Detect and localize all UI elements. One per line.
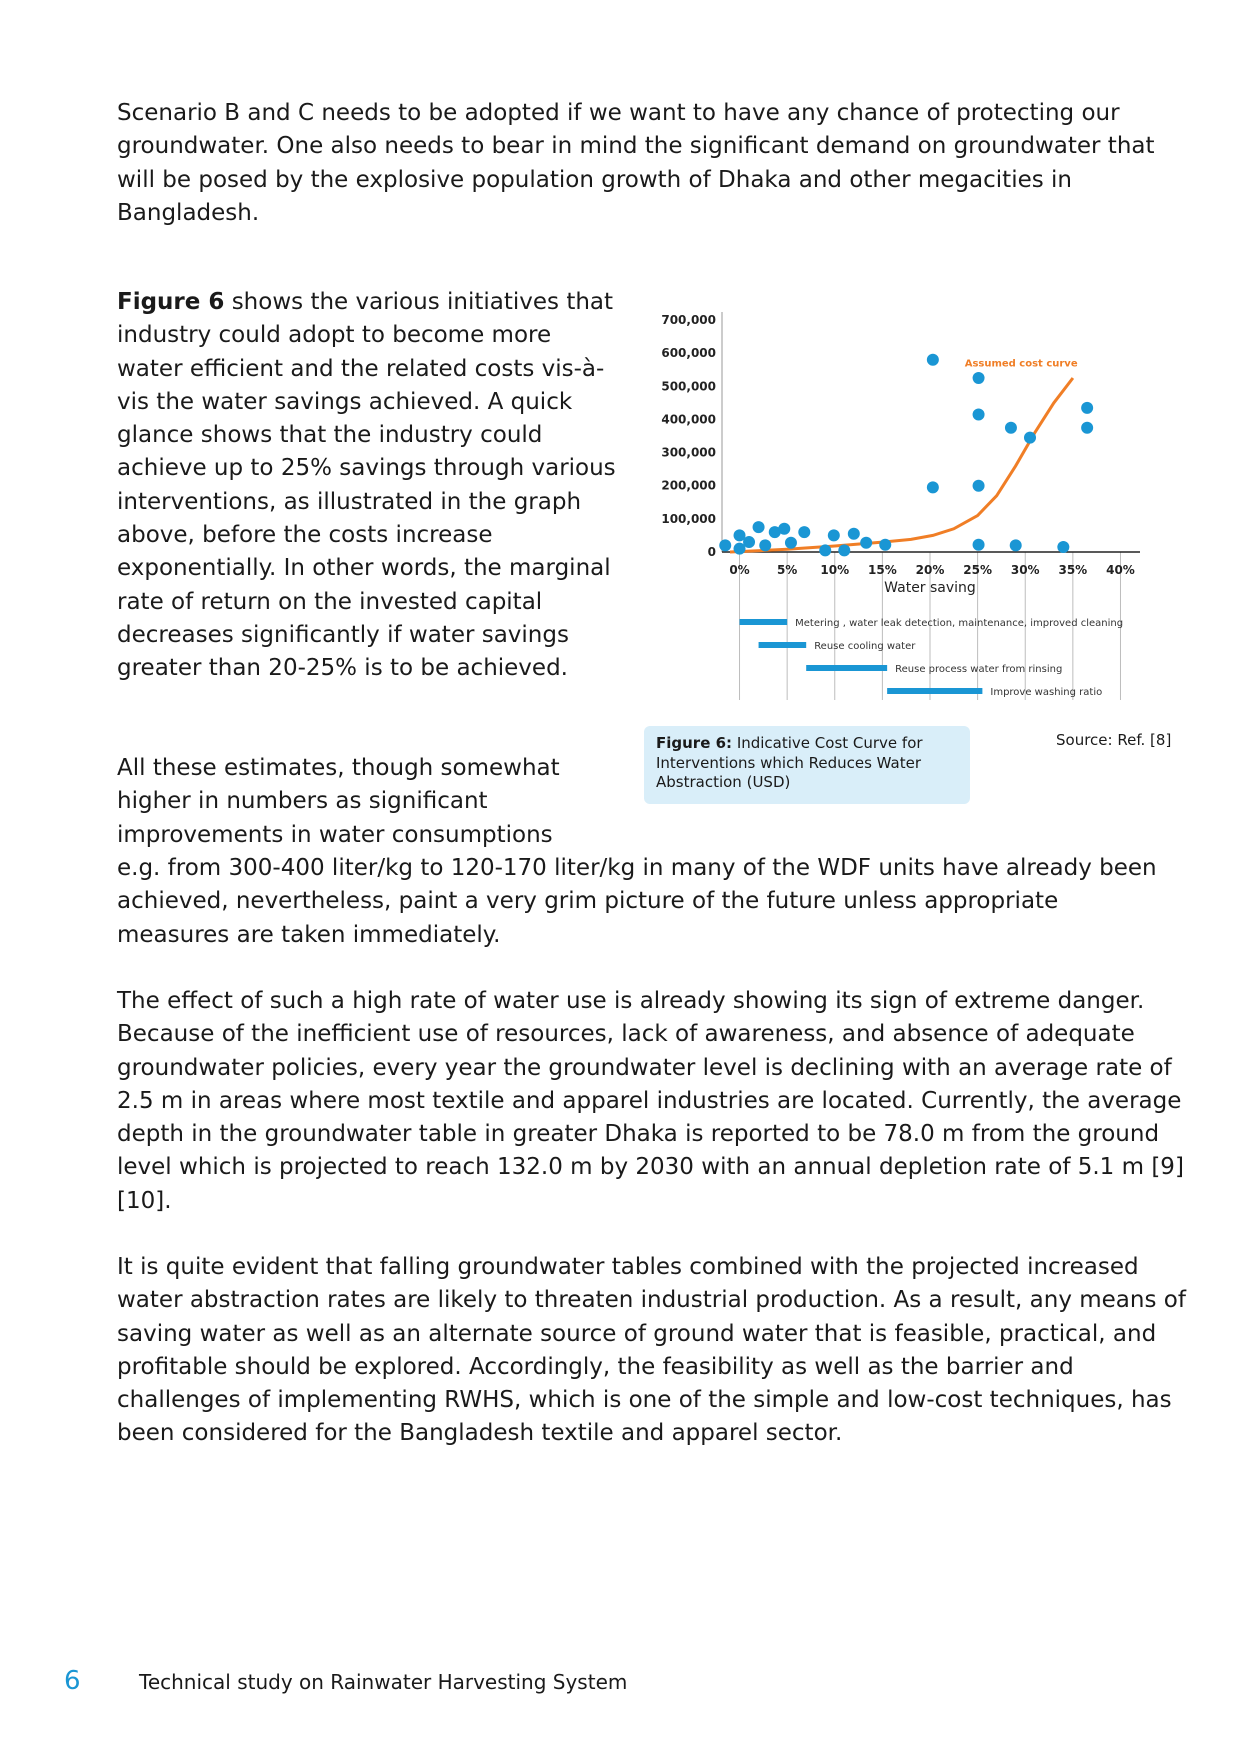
page-number: 6 bbox=[64, 1666, 81, 1696]
data-point bbox=[1081, 402, 1093, 414]
y-tick-label: 0 bbox=[707, 545, 716, 559]
intervention-label: Metering , water leak detection, maintenance, improved cleaning bbox=[795, 618, 1124, 629]
y-tick-label: 200,000 bbox=[661, 478, 716, 493]
x-tick-label: 25% bbox=[963, 563, 992, 577]
intervention-bar bbox=[887, 688, 982, 694]
data-point bbox=[973, 372, 985, 384]
data-point bbox=[927, 481, 939, 493]
estimates-paragraph-part1: All these estimates, though somewhat higher in numbers as significant improvements in water consumptions bbox=[117, 755, 560, 848]
y-tick-label: 400,000 bbox=[661, 412, 716, 427]
figure-paragraph bbox=[117, 286, 617, 686]
data-point bbox=[838, 544, 850, 556]
data-point bbox=[927, 354, 939, 366]
data-point bbox=[798, 526, 810, 538]
figure-paragraph-text: shows the various initiatives that industry could adopt to become more water efficient and the related costs vis-à-vis the water savings achieved. A quick glance shows that the industry could achieve up to 25% savings through various interventions, as illustrated in the graph above, before the costs increase exponentially. In other words, the marginal rate of return on the invested capital decreases significantly if water savings greater than 20-25% is to be achieved. bbox=[117, 289, 616, 682]
data-point bbox=[1024, 432, 1036, 444]
data-point bbox=[753, 521, 765, 533]
intervention-label: Reuse cooling water bbox=[814, 641, 916, 652]
x-tick-label: 15% bbox=[868, 563, 897, 577]
x-tick-label: 35% bbox=[1058, 563, 1088, 577]
data-point bbox=[778, 523, 790, 535]
data-point bbox=[1057, 541, 1069, 553]
y-tick-label: 700,000 bbox=[661, 313, 716, 327]
data-point bbox=[819, 544, 831, 556]
data-point bbox=[879, 539, 891, 551]
intervention-bar bbox=[806, 665, 887, 671]
intervention-label: Improve washing ratio bbox=[990, 687, 1103, 698]
data-point bbox=[1005, 422, 1017, 434]
x-axis-label: Water saving bbox=[884, 580, 976, 596]
caption-text: Indicative Cost Curve for Interventions which Reduces Water Abstraction (USD) bbox=[656, 734, 923, 791]
x-tick-label: 0% bbox=[729, 563, 750, 577]
data-point bbox=[860, 537, 872, 549]
data-point bbox=[743, 536, 755, 548]
y-tick-label: 500,000 bbox=[661, 379, 716, 394]
x-tick-label: 30% bbox=[1010, 563, 1040, 577]
x-tick-label: 10% bbox=[820, 563, 850, 577]
y-tick-label: 100,000 bbox=[661, 511, 716, 526]
cost-curve-label: Assumed cost curve bbox=[964, 358, 1078, 370]
evident-paragraph: It is quite evident that falling groundwater tables combined with the projected increased water abstraction rates are likely to threaten industrial production. As a result, any means of saving water as well as an alternate source of ground water that is feasible, practical, and profitable should be explored. Accordingly, the feasibility as well as the barrier and challenges of implementing RWHS, which is one of the simple and low-cost techniques, has been considered for the Bangladesh textile and apparel sector. bbox=[117, 1254, 1186, 1447]
intervention-label: Reuse process water from rinsing bbox=[895, 664, 1063, 675]
x-tick-label: 5% bbox=[776, 563, 798, 577]
figure-reference: Figure 6 bbox=[117, 289, 225, 315]
x-tick-label: 20% bbox=[915, 563, 945, 577]
y-tick-label: 600,000 bbox=[661, 346, 716, 361]
effect-paragraph: The effect of such a high rate of water use is already showing its sign of extreme danger. Because of the inefficient use of resources, lack of awareness, and absence of adequate groundwater policies, every year the groundwater level is declining with an average rate of 2.5 m in areas where most textile and apparel industries are located. Currently, the average depth in the groundwater table in greater Dhaka is reported to be 78.0 m from the ground level which is projected to reach 132.0 m by 2030 with an annual depletion rate of 5.1 m [9] [10]. bbox=[117, 988, 1184, 1214]
data-point bbox=[828, 529, 840, 541]
data-point bbox=[759, 539, 771, 551]
data-point bbox=[1010, 539, 1022, 551]
estimates-paragraph-part2: e.g. from 300-400 liter/kg to 120-170 liter/kg in many of the WDF units have already been achieved, nevertheless, paint a very grim picture of the future unless appropriate measures are taken immediately. bbox=[117, 855, 1157, 948]
intro-paragraph: Scenario B and C needs to be adopted if we want to have any chance of protecting our groundwater. One also needs to bear in mind the significant demand on groundwater that will be posed by the explosive population growth of Dhaka and other megacities in Bangladesh. bbox=[117, 100, 1155, 226]
figure-caption bbox=[644, 726, 970, 804]
intervention-bar bbox=[740, 619, 788, 625]
data-point bbox=[785, 537, 797, 549]
data-point bbox=[719, 539, 731, 551]
data-point bbox=[1081, 422, 1093, 434]
data-point bbox=[848, 528, 860, 540]
intervention-bar bbox=[759, 642, 807, 648]
cost-curve-chart bbox=[640, 300, 1180, 710]
y-tick-label: 300,000 bbox=[661, 445, 716, 460]
x-tick-label: 40% bbox=[1106, 563, 1135, 577]
source-note: Source: Ref. [8] bbox=[1056, 731, 1172, 749]
data-point bbox=[973, 480, 985, 492]
footer-title: Technical study on Rainwater Harvesting System bbox=[139, 1670, 628, 1694]
data-point bbox=[973, 539, 985, 551]
data-point bbox=[973, 408, 985, 420]
caption-label: Figure 6: bbox=[656, 734, 733, 752]
